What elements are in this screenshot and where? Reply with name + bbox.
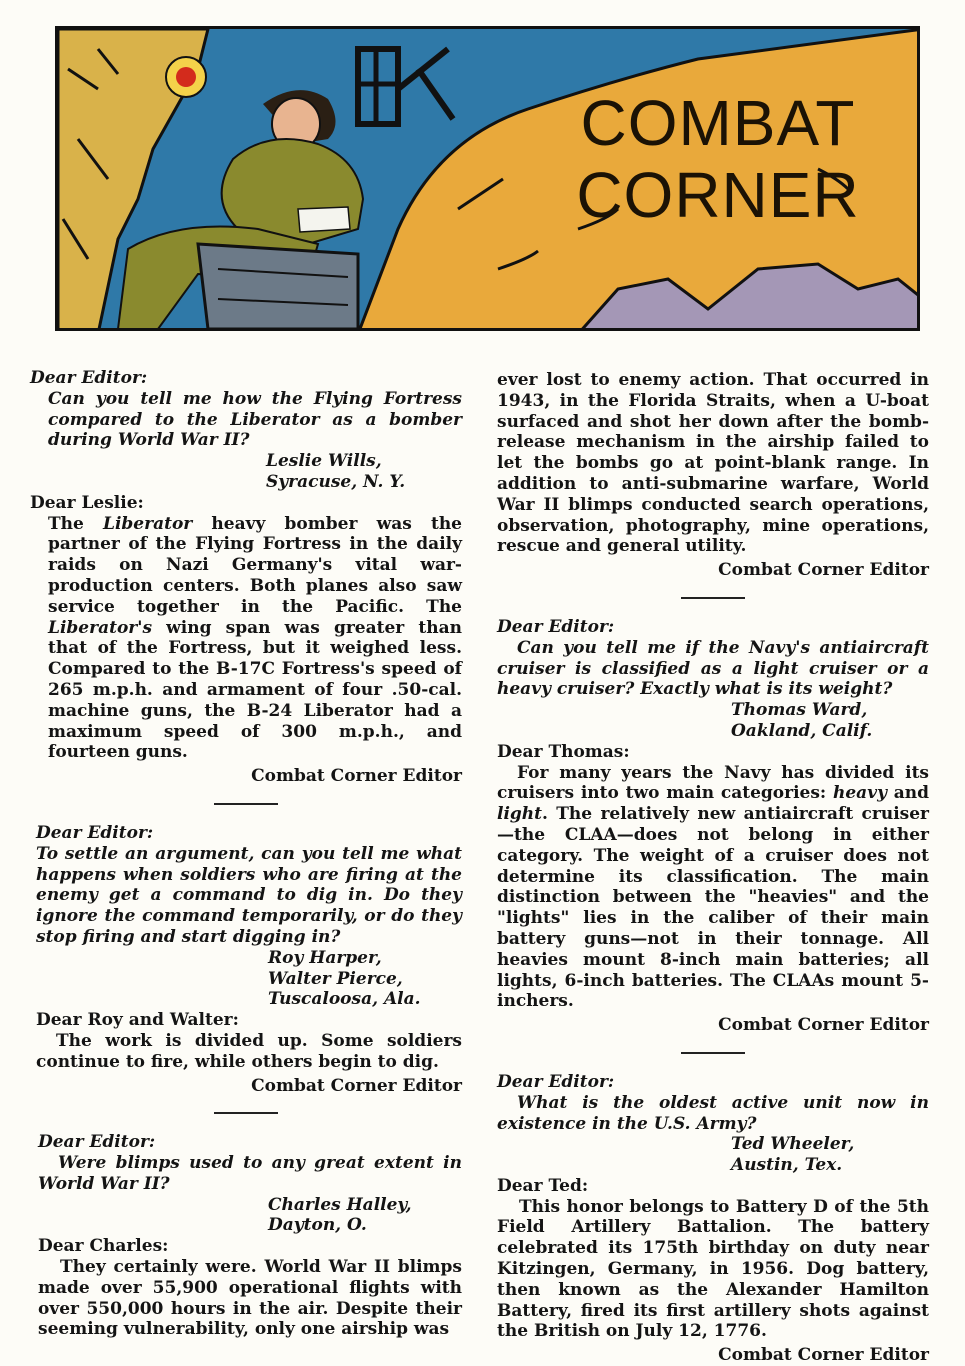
signer-name: Thomas Ward, <box>731 700 868 721</box>
divider <box>214 803 278 805</box>
editor-signoff: Combat Corner Editor <box>251 1075 462 1096</box>
signer-name: Ted Wheeler, <box>731 1134 855 1155</box>
letter-salutation: Dear Editor: <box>30 368 148 388</box>
reply-answer: This honor belongs to Battery D of the 5th Field Artillery Battalion. The battery celebrated its 175th birthday on duty near Kitzingen, Germany, in 1956. Dog battery, then known as the Alexander Hamilton Battery, fired its first artillery shots against the British on July 12, 1776. <box>497 1196 929 1342</box>
letter-question: Can you tell me how the Flying Fortress compared to the Liberator as a bomber during World War II? <box>48 388 462 451</box>
reply-answer <box>30 514 462 764</box>
divider <box>214 1112 278 1114</box>
reply-salutation: Dear Charles: <box>38 1236 169 1257</box>
answer-text: The <box>48 513 103 534</box>
editor-signoff: Combat Corner Editor <box>718 560 929 581</box>
title-line-2: CORNER <box>576 159 860 231</box>
reply-salutation: Dear Ted: <box>497 1175 589 1196</box>
letter-salutation: Dear Editor: <box>497 1071 615 1092</box>
letter-flying-fortress <box>30 368 462 787</box>
signer-location: Dayton, O. <box>268 1215 367 1236</box>
left-column <box>30 368 462 1340</box>
editor-signoff: Combat Corner Editor <box>718 1345 929 1366</box>
signer-name: Leslie Wills, <box>266 451 382 472</box>
letter-question: Were blimps used to any great extent in World War II? <box>38 1153 462 1194</box>
reply-answer: They certainly were. World War II blimps made over 55,900 operational flights with over 550,000 hours in the air. Despite their seeming vulnerability, only one airship was <box>38 1257 462 1340</box>
answer-text-italic: heavy <box>833 783 887 804</box>
reply-answer: The work is divided up. Some soldiers continue to fire, while others begin to dig. <box>36 1030 462 1072</box>
letter-antiaircraft-cruiser <box>497 617 929 1036</box>
signer-location: Austin, Tex. <box>731 1155 843 1176</box>
letter-salutation: Dear Editor: <box>38 1132 156 1153</box>
editor-signoff: Combat Corner Editor <box>718 1015 929 1036</box>
letter-oldest-unit <box>497 1072 929 1366</box>
header-banner <box>55 26 920 331</box>
reply-salutation: Dear Roy and Walter: <box>36 1010 239 1031</box>
reply-salutation: Dear Leslie: <box>30 492 144 513</box>
reply-salutation: Dear Thomas: <box>497 741 630 762</box>
title-line-1: COMBAT <box>580 87 856 159</box>
signer-location: Tuscaloosa, Ala. <box>268 989 421 1010</box>
letter-question: What is the oldest active unit now in existence in the U.S. Army? <box>497 1092 929 1134</box>
answer-text: wing span was greater than that of the Fortress, but it weighed less. Compared to the B-17C Fortress's speed of 265 m.p.h. and armament of four .50-cal. machine guns, the B-24 Liberator had a maximum speed of 300 m.p.h., and fourteen guns. <box>48 617 462 763</box>
letter-question: Can you tell me if the Navy's antiaircraft cruiser is classified as a light cruiser or a heavy cruiser? Exactly what is its weight? <box>497 637 929 700</box>
answer-text: heavy bomber was the partner of the Flying Fortress in the daily raids on Nazi Germany's vital war-production centers. Both planes also saw service together in the Pacific. The <box>48 513 462 617</box>
answer-text: For many years the Navy has divided its cruisers into two main categories: <box>497 762 929 804</box>
reply-answer <box>497 763 929 1013</box>
answer-text: . The relatively new antiaircraft cruiser —the CLAA—does not belong in either category. The weight of a cruiser does not determine its classification. The main distinction between the "heavies" and the "lights" lies in the caliber of their main battery guns—not in their tonnage. All heavies mount 8-inch main batteries; all lights, 6-inch batteries. The CLAAs mount 5-inchers. <box>497 804 929 1012</box>
page-title <box>528 87 908 231</box>
letter-salutation: Dear Editor: <box>36 822 154 843</box>
signer-name: Charles Halley, <box>268 1194 412 1215</box>
answer-text: and <box>886 783 930 804</box>
letter-blimps <box>30 1132 462 1340</box>
letter-dig-in <box>30 823 462 1096</box>
signer-name: Walter Pierce, <box>268 968 403 989</box>
answer-text-italic: light <box>497 804 543 825</box>
signer-location: Oakland, Calif. <box>731 720 873 741</box>
right-column <box>497 370 929 1366</box>
letter-salutation: Dear Editor: <box>497 616 615 637</box>
signer-name: Roy Harper, <box>268 947 382 968</box>
letter-blimps-continued <box>497 370 929 581</box>
reply-answer-continued: ever lost to enemy action. That occurred in 1943, in the Florida Straits, when a U-boat surfaced and shot her down after the bomb-release mechanism in the airship failed to let the bombs go at point-blank range. In addition to anti-submarine warfare, World War II blimps conducted search operations, observation, photography, mine operations, rescue and general utility. <box>497 370 929 557</box>
letter-question: To settle an argument, can you tell me what happens when soldiers who are firing at the enemy get a command to dig in. Do they ignore the command temporarily, or do they stop firing and start digging in? <box>36 843 462 947</box>
divider <box>681 1052 745 1054</box>
answer-text-italic: Liberator <box>103 513 193 534</box>
divider <box>681 597 745 599</box>
signer-location: Syracuse, N. Y. <box>266 471 406 492</box>
editor-signoff: Combat Corner Editor <box>251 766 462 787</box>
answer-text-italic: Liberator's <box>48 617 153 638</box>
